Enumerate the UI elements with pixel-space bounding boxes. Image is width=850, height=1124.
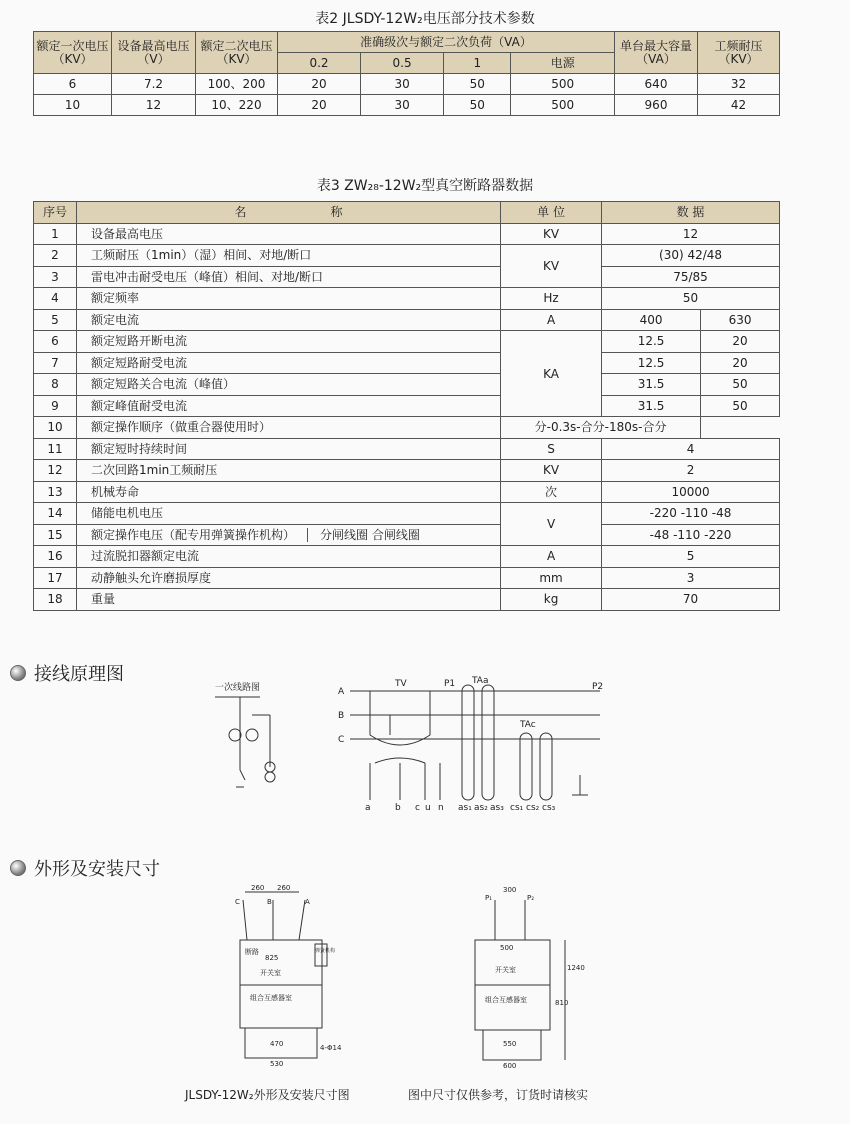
row-no: 9	[34, 395, 77, 417]
row-name-text: 额定短路开断电流	[91, 334, 188, 349]
row-name	[77, 395, 501, 417]
table-cell: 50	[444, 95, 511, 116]
section-dims	[10, 855, 160, 881]
row-name	[77, 503, 501, 525]
row-name-text: 机械寿命	[91, 484, 140, 499]
t3-h-no: 序号	[34, 202, 77, 224]
t2-h-withstand: 工频耐压（KV）	[698, 32, 780, 74]
table-row	[34, 395, 780, 417]
table-cell: 10、220	[196, 95, 278, 116]
p2-r: P₂	[527, 894, 535, 902]
table-row	[34, 309, 780, 331]
row-name-text: 额定电流	[91, 312, 140, 327]
row-data: (30) 42/48	[602, 245, 780, 267]
t2-h-capacity: 单台最大容量（VA）	[615, 32, 698, 74]
row-name	[77, 331, 501, 353]
row-data: 70	[602, 589, 780, 611]
table-row	[34, 481, 780, 503]
table-row	[34, 546, 780, 568]
mech: 弹簧机构	[315, 948, 336, 954]
row-name-text: 储能电机电压	[91, 506, 164, 521]
row-unit: 次	[501, 481, 602, 503]
term-as1: as₁	[458, 803, 472, 813]
row-data: 12.5	[602, 331, 701, 353]
table-cell: 32	[698, 74, 780, 95]
table-row	[34, 374, 780, 396]
tv-label: TV	[395, 679, 407, 689]
table-row	[34, 438, 780, 460]
row-name-text: 额定峰值耐受电流	[91, 398, 188, 413]
row-data: -220 -110 -48	[602, 503, 780, 525]
d600: 600	[503, 1062, 517, 1070]
row-name	[77, 524, 501, 546]
table3-title: 表3 ZW₂₈-12W₂型真空断路器数据	[316, 178, 534, 194]
row-name	[77, 352, 501, 374]
table-cell: 20	[278, 95, 361, 116]
row-no: 17	[34, 567, 77, 589]
table-row	[34, 288, 780, 310]
table-cell: 640	[615, 74, 698, 95]
row-no: 2	[34, 245, 77, 267]
row-no: 3	[34, 266, 77, 288]
t2-h-accuracy: 准确级次与额定二次负荷（VA）	[278, 32, 615, 53]
section-wiring	[10, 660, 124, 686]
table-row	[34, 417, 780, 439]
row-data: 20	[701, 331, 780, 353]
row-unit: KA	[501, 331, 602, 417]
d1240: 1240	[567, 964, 585, 972]
wiring-line-label: 一次线路图	[215, 683, 261, 693]
caption-drawing: JLSDY-12W₂外形及安装尺寸图	[185, 1088, 350, 1102]
row-unit: mm	[501, 567, 602, 589]
table-cell: 20	[278, 74, 361, 95]
row-name	[77, 245, 501, 267]
row-name	[77, 460, 501, 482]
row-unit: KV	[501, 245, 602, 288]
phase-c: C	[338, 735, 345, 745]
dim-drawing-right	[455, 880, 595, 1075]
row-unit: A	[501, 546, 602, 568]
table-row	[34, 460, 780, 482]
d300: 300	[503, 886, 517, 894]
phase-a: A	[338, 687, 345, 697]
row-name-text: 额定操作顺序（做重合器使用时）	[91, 420, 272, 435]
ct-room-r: 组合互感器室	[485, 996, 527, 1004]
row-data: 630	[701, 309, 780, 331]
row-name	[77, 567, 501, 589]
table-cell: 500	[511, 95, 615, 116]
table-cell: 100、200	[196, 74, 278, 95]
row-name-text: 二次回路1min工频耐压	[91, 463, 218, 478]
phase-b: B	[338, 711, 345, 721]
row-name	[77, 309, 501, 331]
table-cell: 12	[112, 95, 196, 116]
ct-room-l: 组合互感器室	[250, 994, 292, 1002]
t2-sub-1: 0.5	[361, 53, 444, 74]
row-data: 4	[602, 438, 780, 460]
row-no: 10	[34, 417, 77, 439]
switch-room-l: 开关室	[260, 969, 281, 977]
table-row	[34, 245, 780, 267]
section-wiring-label: 接线原理图	[34, 664, 124, 685]
row-data: 50	[701, 395, 780, 417]
t3-h-unit: 单 位	[501, 202, 602, 224]
row-no: 12	[34, 460, 77, 482]
p2-label: P2	[592, 682, 604, 692]
row-no: 14	[34, 503, 77, 525]
table-cell: 7.2	[112, 74, 196, 95]
tac-label: TAc	[520, 720, 536, 730]
t2-sub-3: 电源	[511, 53, 615, 74]
row-name-text: 额定短路关合电流（峰值）	[91, 377, 236, 392]
d530: 530	[270, 1060, 284, 1068]
row-unit: V	[501, 503, 602, 546]
row-no: 4	[34, 288, 77, 310]
table-cell: 10	[34, 95, 112, 116]
row-data: 10000	[602, 481, 780, 503]
d550: 550	[503, 1040, 517, 1048]
row-data: 31.5	[602, 395, 701, 417]
dim-260a: 260	[251, 884, 265, 892]
section-dims-label: 外形及安装尺寸	[34, 859, 160, 880]
row-data: 3	[602, 567, 780, 589]
row-name	[77, 374, 501, 396]
row-name	[77, 288, 501, 310]
row-name-text: 设备最高电压	[91, 226, 164, 241]
row-name	[77, 481, 501, 503]
dim-drawing-left	[215, 880, 355, 1075]
table-cell: 500	[511, 74, 615, 95]
row-data: 5	[602, 546, 780, 568]
d810: 810	[555, 999, 569, 1007]
table-row	[34, 266, 780, 288]
row-no: 16	[34, 546, 77, 568]
row-no: 7	[34, 352, 77, 374]
row-data: 12.5	[602, 352, 701, 374]
t2-h-primary: 额定一次电压（KV）	[34, 32, 112, 74]
row-name-text: 雷电冲击耐受电压（峰值）相间、对地/断口	[91, 269, 324, 284]
table2-title: 表2 JLSDY-12W₂电压部分技术参数	[315, 11, 535, 27]
term-cs1: cs₁	[510, 803, 524, 813]
p1-label: P1	[444, 679, 456, 689]
row-data: 75/85	[602, 266, 780, 288]
table-row	[34, 589, 780, 611]
term-b: b	[395, 803, 401, 813]
row-data: 31.5	[602, 374, 701, 396]
t3-h-name: 名 称	[77, 202, 501, 224]
row-unit: kg	[501, 589, 602, 611]
row-name	[77, 589, 501, 611]
row-no: 6	[34, 331, 77, 353]
row-name	[77, 266, 501, 288]
row-name-extra: 分闸线圈 合闸线圈	[307, 528, 420, 542]
term-cs3: cs₃	[542, 803, 556, 813]
term-cs2: cs₂	[526, 803, 540, 813]
phase-c-lbl: C	[235, 898, 240, 906]
row-data: 50	[602, 288, 780, 310]
row-name-text: 过流脱扣器额定电流	[91, 549, 200, 564]
table-cell: 6	[34, 74, 112, 95]
row-no: 18	[34, 589, 77, 611]
term-n: n	[438, 803, 444, 813]
taa-label: TAa	[472, 676, 489, 686]
row-unit: A	[501, 309, 602, 331]
row-data: 50	[701, 374, 780, 396]
row-name	[77, 438, 501, 460]
row-name-text: 重量	[91, 592, 116, 607]
phase-b-lbl: B	[267, 898, 272, 906]
t2-sub-2: 1	[444, 53, 511, 74]
row-no: 1	[34, 223, 77, 245]
table-row	[34, 567, 780, 589]
p1-r: P₁	[485, 894, 493, 902]
row-name-text: 额定频率	[91, 291, 140, 306]
table-cell: 30	[361, 95, 444, 116]
holes: 4-Φ14	[320, 1044, 342, 1052]
row-unit: Hz	[501, 288, 602, 310]
row-unit: KV	[501, 460, 602, 482]
wiring-diagram	[200, 675, 620, 815]
row-unit: KV	[501, 223, 602, 245]
row-data: 分-0.3s-合分-180s-合分	[501, 417, 701, 439]
row-no: 8	[34, 374, 77, 396]
term-as2: as₂	[474, 803, 488, 813]
table2	[33, 31, 780, 116]
table-row	[34, 223, 780, 245]
caption-note: 图中尺寸仅供参考，订货时请核实	[408, 1088, 589, 1102]
row-name	[77, 546, 501, 568]
row-name-text: 动静触头允许磨损厚度	[91, 570, 212, 585]
row-no: 13	[34, 481, 77, 503]
table-row	[34, 95, 780, 116]
term-a: a	[365, 803, 371, 813]
table3	[33, 201, 780, 611]
bullet-icon	[10, 860, 26, 876]
t2-sub-0: 0.2	[278, 53, 361, 74]
table-row	[34, 503, 780, 525]
row-data: 400	[602, 309, 701, 331]
term-u: u	[425, 803, 431, 813]
d470: 470	[270, 1040, 284, 1048]
phase-a-lbl: A	[305, 898, 310, 906]
table-cell: 42	[698, 95, 780, 116]
row-no: 15	[34, 524, 77, 546]
row-no: 5	[34, 309, 77, 331]
switch-room-r: 开关室	[495, 966, 516, 974]
row-name	[77, 223, 501, 245]
table-row	[34, 331, 780, 353]
table-cell: 960	[615, 95, 698, 116]
table-row	[34, 352, 780, 374]
row-name-text: 额定操作电压（配专用弹簧操作机构）	[91, 527, 296, 542]
row-unit: S	[501, 438, 602, 460]
table-row	[34, 74, 780, 95]
table-cell: 50	[444, 74, 511, 95]
row-name-text: 工频耐压（1min）（湿）相间、对地/断口	[91, 248, 312, 263]
d825: 825	[265, 954, 279, 962]
table-cell: 30	[361, 74, 444, 95]
row-data: 2	[602, 460, 780, 482]
d500: 500	[500, 944, 514, 952]
row-data: 20	[701, 352, 780, 374]
table-row	[34, 524, 780, 546]
row-data: 12	[602, 223, 780, 245]
t2-h-secondary: 额定二次电压（KV）	[196, 32, 278, 74]
bullet-icon	[10, 665, 26, 681]
term-as3: as₃	[490, 803, 504, 813]
t3-h-data: 数 据	[602, 202, 780, 224]
row-data: -48 -110 -220	[602, 524, 780, 546]
box-top: 断路	[245, 948, 259, 956]
row-name-text: 额定短路耐受电流	[91, 355, 188, 370]
dim-260b: 260	[277, 884, 291, 892]
row-name-text: 额定短时持续时间	[91, 441, 188, 456]
term-c: c	[415, 803, 420, 813]
t2-h-max: 设备最高电压（V）	[112, 32, 196, 74]
row-no: 11	[34, 438, 77, 460]
row-name	[77, 417, 501, 439]
